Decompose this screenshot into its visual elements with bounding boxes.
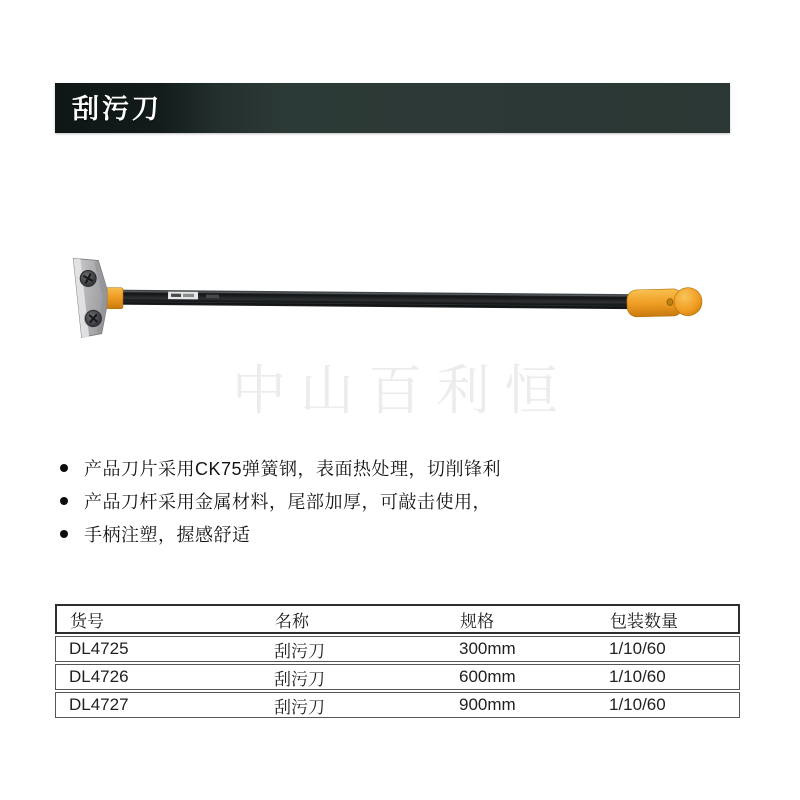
cell-item-no: DL4727 bbox=[69, 695, 129, 714]
table-row bbox=[55, 636, 740, 662]
section-title-banner bbox=[55, 83, 730, 133]
header-cell-spec: 规格 bbox=[460, 611, 494, 631]
feature-text: 产品刀杆采用金属材料，尾部加厚，可敲击使用， bbox=[84, 491, 491, 512]
cell-spec: 900mm bbox=[459, 695, 516, 714]
header-cell-name: 名称 bbox=[275, 611, 309, 631]
cell-pack-qty: 1/10/60 bbox=[609, 639, 666, 658]
cell-item-no: DL4726 bbox=[69, 667, 129, 686]
handle-hang-hole bbox=[667, 299, 673, 306]
feature-text: 手柄注塑，握感舒适 bbox=[84, 524, 251, 545]
cell-name: 刮污刀 bbox=[274, 697, 325, 717]
bullet-icon bbox=[60, 464, 68, 472]
page-title: 刮污刀 bbox=[72, 93, 162, 124]
cell-pack-qty: 1/10/60 bbox=[609, 695, 666, 714]
tool-collar bbox=[105, 288, 123, 309]
header-cell-item-no: 货号 bbox=[70, 611, 104, 631]
product-image-scraper bbox=[50, 240, 710, 355]
table-row bbox=[55, 664, 740, 690]
feature-text: 产品刀片采用CK75弹簧钢，表面热处理，切削锋利 bbox=[84, 458, 502, 479]
header-cell-pack-qty: 包装数量 bbox=[610, 611, 678, 631]
blade-screw-bottom bbox=[84, 309, 102, 327]
feature-item bbox=[60, 451, 720, 484]
cell-spec: 300mm bbox=[459, 639, 516, 658]
watermark-text: 中山百利恒 bbox=[232, 361, 572, 421]
handle-ball-end bbox=[674, 288, 702, 316]
table-header-row bbox=[55, 604, 740, 634]
bullet-icon bbox=[60, 497, 68, 505]
spec-table bbox=[55, 604, 740, 720]
table-row bbox=[55, 692, 740, 718]
feature-item bbox=[60, 517, 720, 550]
feature-list bbox=[60, 451, 720, 550]
bullet-icon bbox=[60, 530, 68, 538]
cell-name: 刮污刀 bbox=[274, 669, 325, 689]
cell-spec: 600mm bbox=[459, 667, 516, 686]
tool-blade bbox=[73, 258, 108, 337]
feature-item bbox=[60, 484, 720, 517]
cell-name: 刮污刀 bbox=[274, 641, 325, 661]
cell-pack-qty: 1/10/60 bbox=[609, 667, 666, 686]
tool-rod bbox=[116, 290, 631, 309]
tool-handle bbox=[626, 287, 702, 318]
cell-item-no: DL4725 bbox=[69, 639, 129, 658]
